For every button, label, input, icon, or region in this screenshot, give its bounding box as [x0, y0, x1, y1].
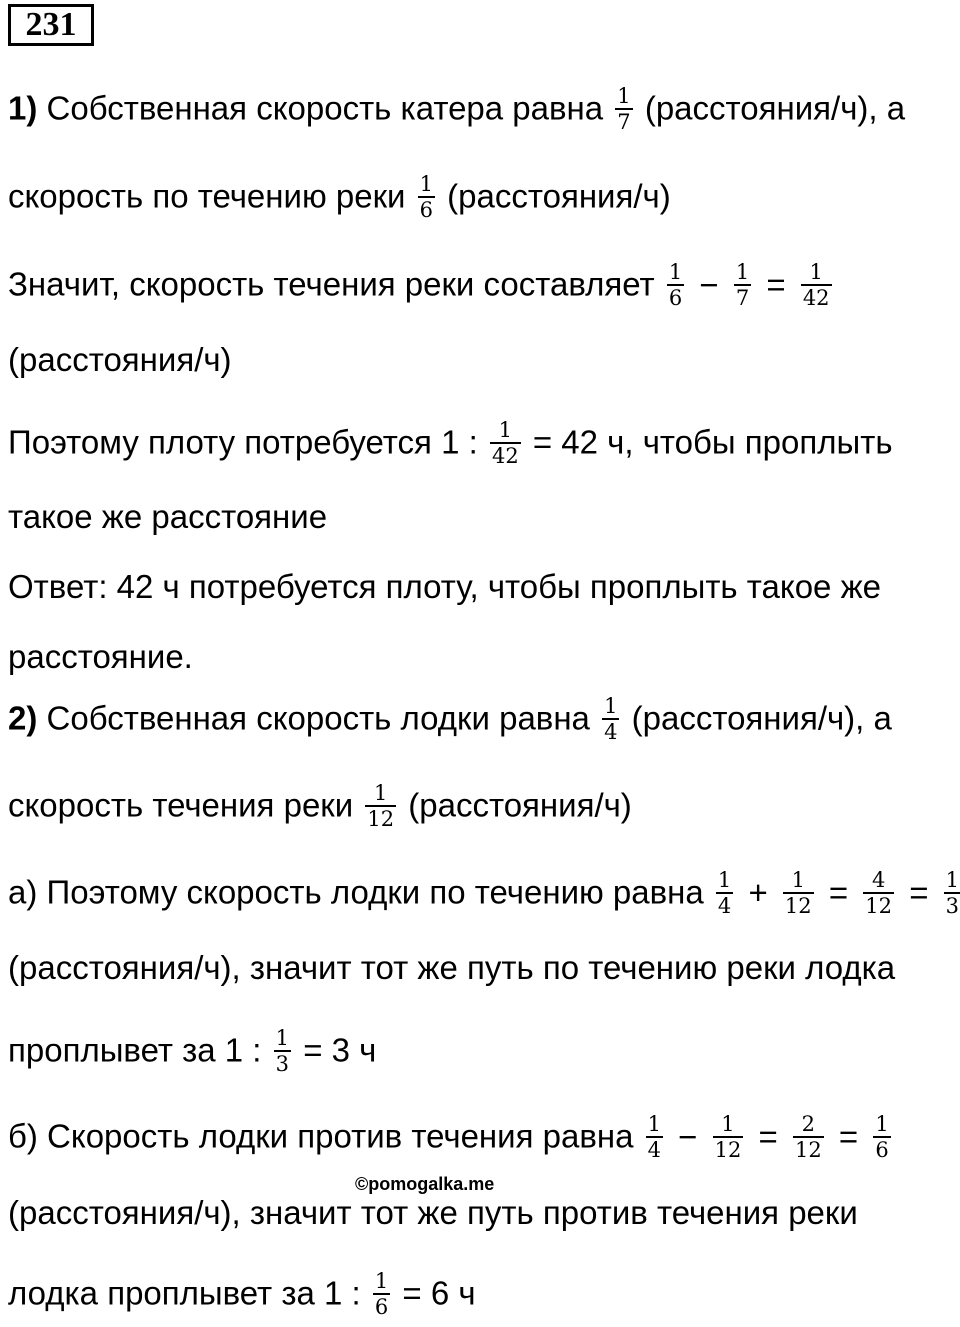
text: б) Скорость лодки против течения равна: [8, 1117, 634, 1155]
fraction: $\frac{2}{12}$: [794, 1112, 822, 1162]
p1-line-4: (расстояния/ч): [8, 341, 232, 378]
fraction: $\frac{4}{12}$: [865, 868, 893, 918]
text: (расстояния/ч): [408, 786, 632, 824]
p2-a-line-2: (расстояния/ч), значит тот же путь по течению реки лодка: [8, 949, 896, 986]
text: Значит, скорость течения реки составляет: [8, 265, 655, 303]
fraction: $\frac{1}{42}$: [802, 260, 830, 310]
fraction: $\frac{1}{12}$: [784, 868, 812, 918]
text: скорость по течению реки: [8, 177, 406, 215]
p2-line-2: [8, 783, 632, 833]
text: (расстояния/ч): [447, 177, 671, 215]
equals-sign: =: [766, 265, 786, 303]
p2-a-line-3: [8, 1028, 376, 1078]
equals-sign: =: [758, 1117, 778, 1155]
fraction: $\frac{1}{3}$: [945, 868, 960, 918]
part-1-label: 1): [8, 89, 38, 127]
fraction: $\frac{1}{6}$: [668, 260, 683, 310]
p2-line-1: [8, 696, 892, 746]
p2-b-line-2: (расстояния/ч), значит тот же путь против течения реки: [8, 1194, 858, 1231]
text: (расстояния/ч), а: [631, 699, 892, 737]
fraction: $\frac{1}{12}$: [714, 1112, 742, 1162]
fraction: $\frac{1}{4}$: [604, 694, 618, 744]
equals-sign: =: [838, 1117, 859, 1155]
text: скорость течения реки: [8, 786, 354, 824]
text: = 3 ч: [303, 1031, 377, 1069]
text: Поэтому плоту потребуется 1 :: [8, 423, 478, 461]
p1-line-7: Ответ: 42 ч потребуется плоту, чтобы проплыть такое же: [8, 568, 882, 605]
p2-b-line-3: [8, 1271, 476, 1321]
p1-line-6: такое же расстояние: [8, 498, 328, 535]
plus-sign: +: [748, 873, 768, 911]
fraction: $\frac{1}{12}$: [367, 781, 395, 831]
fraction: $\frac{1}{6}$: [419, 172, 433, 222]
fraction: $\frac{1}{7}$: [735, 260, 750, 310]
text: а) Поэтому скорость лодки по течению равна: [8, 873, 704, 911]
p1-line-1: [8, 86, 905, 136]
text: лодка проплывет за 1 :: [8, 1274, 361, 1312]
equals-sign: =: [909, 873, 929, 911]
p2-b-line-1: [8, 1114, 894, 1164]
text: = 6 ч: [402, 1274, 476, 1312]
fraction: $\frac{1}{4}$: [647, 1112, 661, 1162]
text: Собственная скорость лодки равна: [46, 699, 590, 737]
fraction: $\frac{1}{3}$: [275, 1026, 290, 1076]
p1-line-8: расстояние.: [8, 638, 193, 675]
equals-sign: =: [828, 873, 849, 911]
fraction: $\frac{1}{7}$: [617, 84, 631, 134]
fraction: $\frac{1}{4}$: [717, 868, 732, 918]
task-number: 231: [8, 4, 94, 46]
fraction: $\frac{1}{6}$: [875, 1112, 889, 1162]
text: Собственная скорость катера равна: [46, 89, 604, 127]
watermark: ©pomogalka.me: [355, 1174, 495, 1194]
p1-line-2: [8, 174, 671, 224]
fraction: $\frac{1}{42}$: [491, 418, 519, 468]
text: проплывет за 1 :: [8, 1031, 262, 1069]
text: (расстояния/ч), а: [644, 89, 906, 127]
text: = 42 ч, чтобы проплыть: [532, 423, 893, 461]
fraction: $\frac{1}{6}$: [374, 1269, 389, 1319]
p1-line-5: [8, 420, 893, 470]
p2-a-line-1: [8, 870, 960, 920]
p1-line-3: [8, 262, 835, 312]
minus-sign: −: [678, 1117, 698, 1155]
minus-sign: −: [699, 265, 719, 303]
part-2-label: 2): [8, 699, 38, 737]
